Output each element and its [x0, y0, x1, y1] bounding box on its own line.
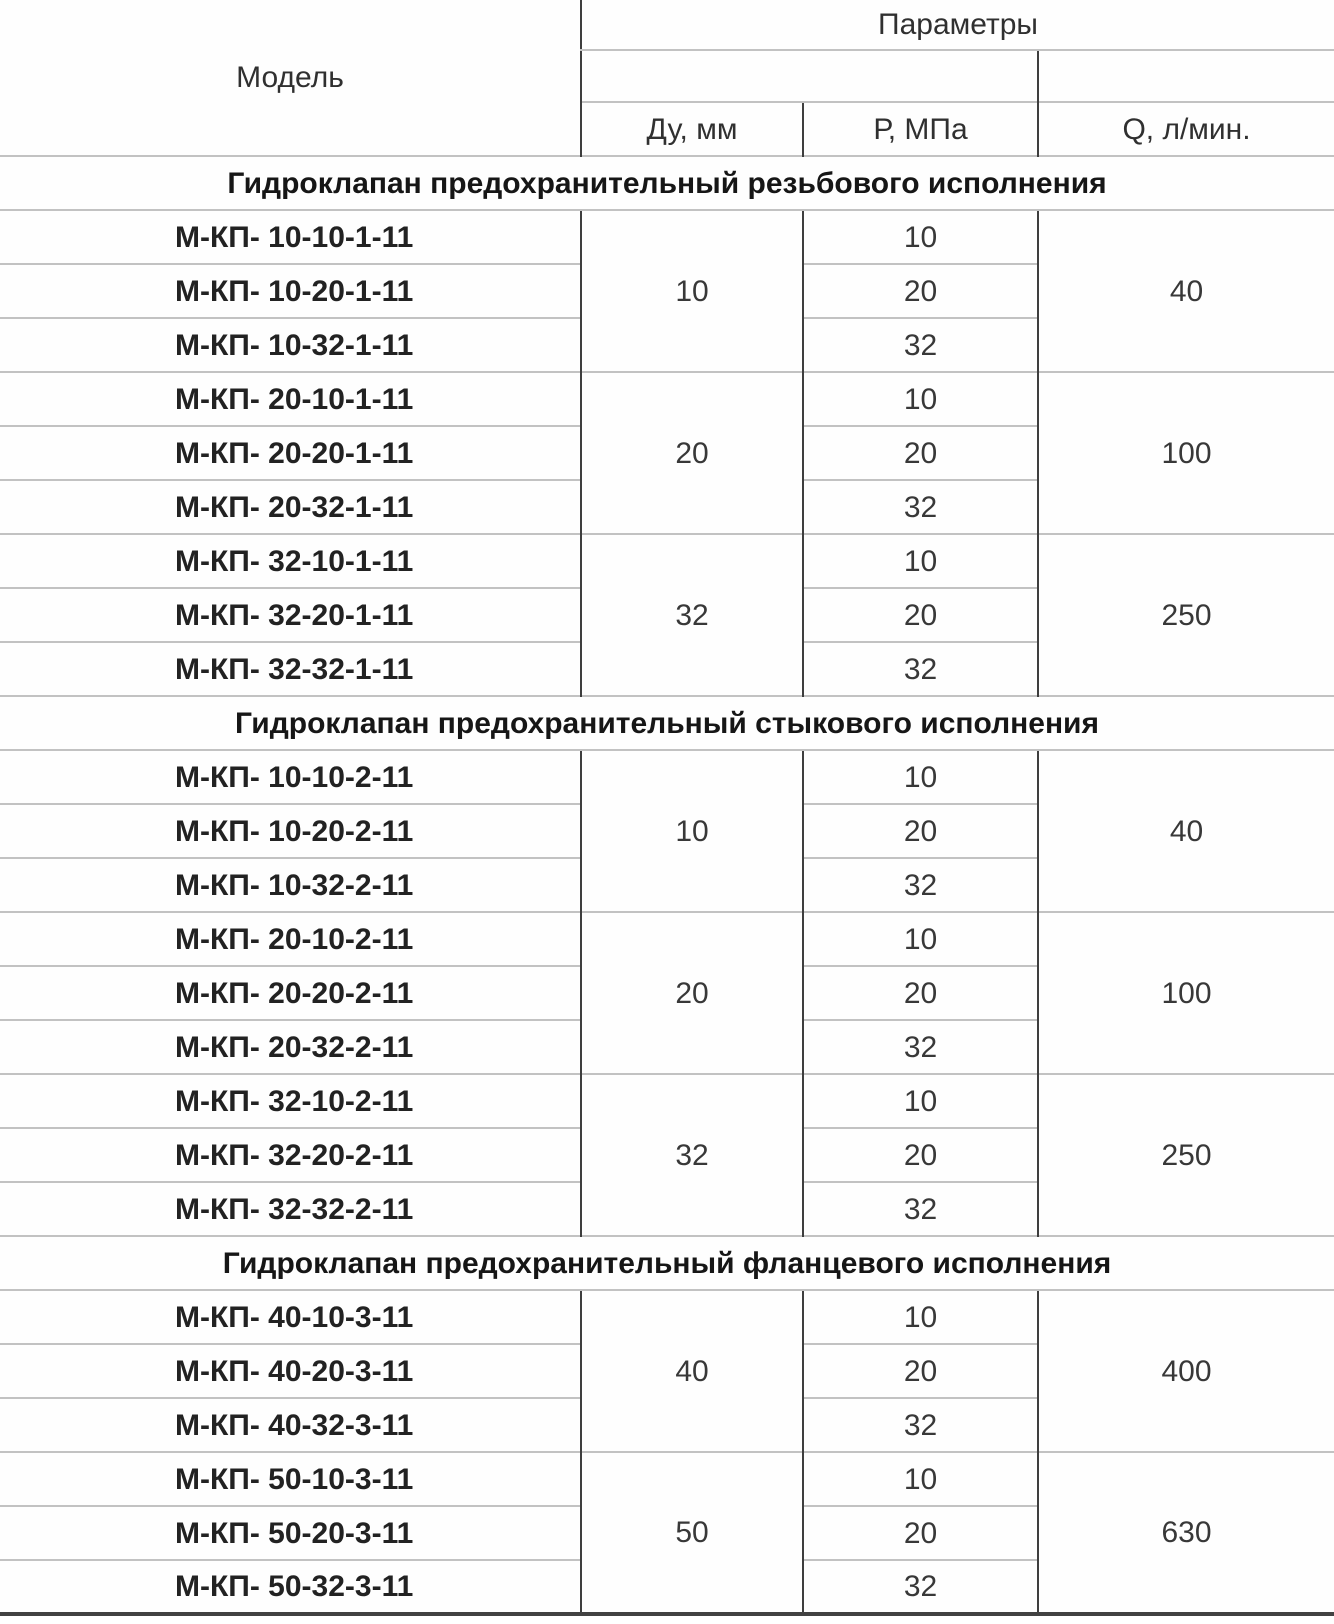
section-title: Гидроклапан предохранительный фланцевого исполнения [0, 1236, 1334, 1290]
p-cell: 20 [803, 588, 1038, 642]
du-cell: 10 [581, 750, 803, 912]
p-cell: 20 [803, 804, 1038, 858]
p-cell: 20 [803, 1344, 1038, 1398]
q-cell: 630 [1038, 1452, 1334, 1614]
p-cell: 32 [803, 1182, 1038, 1236]
p-cell: 32 [803, 1560, 1038, 1614]
q-cell: 40 [1038, 210, 1334, 372]
model-cell: М-КП- 10-32-1-11 [0, 318, 581, 372]
model-cell: М-КП- 50-10-3-11 [0, 1452, 581, 1506]
model-column-header: Модель [236, 61, 344, 94]
p-cell: 20 [803, 426, 1038, 480]
data-row [0, 1290, 1334, 1344]
q-cell: 100 [1038, 372, 1334, 534]
p-cell: 32 [803, 642, 1038, 696]
p-cell: 10 [803, 1074, 1038, 1128]
data-row [0, 210, 1334, 264]
model-cell: М-КП- 40-32-3-11 [0, 1398, 581, 1452]
p-cell: 10 [803, 750, 1038, 804]
p-cell: 32 [803, 1020, 1038, 1074]
model-cell: М-КП- 10-10-2-11 [0, 750, 581, 804]
q-cell: 100 [1038, 912, 1334, 1074]
section-title-row [0, 1236, 1334, 1290]
p-cell: 32 [803, 858, 1038, 912]
section-title: Гидроклапан предохранительный резьбового исполнения [0, 156, 1334, 210]
p-cell: 20 [803, 1506, 1038, 1560]
p-cell: 10 [803, 1290, 1038, 1344]
table-header [0, 0, 1334, 156]
p-cell: 10 [803, 210, 1038, 264]
model-cell: М-КП- 20-32-2-11 [0, 1020, 581, 1074]
p-cell: 10 [803, 534, 1038, 588]
du-cell: 20 [581, 372, 803, 534]
p-cell: 32 [803, 318, 1038, 372]
model-cell: М-КП- 20-20-1-11 [0, 426, 581, 480]
q-cell: 400 [1038, 1290, 1334, 1452]
model-cell: М-КП- 10-10-1-11 [0, 210, 581, 264]
model-cell: М-КП- 32-10-1-11 [0, 534, 581, 588]
model-cell: М-КП- 10-32-2-11 [0, 858, 581, 912]
data-row [0, 1074, 1334, 1128]
p-cell: 10 [803, 1452, 1038, 1506]
model-cell: М-КП- 32-10-2-11 [0, 1074, 581, 1128]
q-cell: 250 [1038, 1074, 1334, 1236]
p-cell: 20 [803, 1128, 1038, 1182]
model-cell: М-КП- 10-20-2-11 [0, 804, 581, 858]
section-title-row [0, 696, 1334, 750]
model-cell: М-КП- 40-10-3-11 [0, 1290, 581, 1344]
du-cell: 32 [581, 534, 803, 696]
p-cell: 10 [803, 912, 1038, 966]
du-cell: 10 [581, 210, 803, 372]
model-cell: М-КП- 20-20-2-11 [0, 966, 581, 1020]
data-row [0, 372, 1334, 426]
model-cell: М-КП- 20-32-1-11 [0, 480, 581, 534]
du-cell: 40 [581, 1290, 803, 1452]
model-cell: М-КП- 32-20-1-11 [0, 588, 581, 642]
header-spacer-left-cell [581, 50, 1038, 102]
du-cell: 32 [581, 1074, 803, 1236]
p-cell: 20 [803, 264, 1038, 318]
table-body [0, 156, 1334, 1614]
data-row [0, 534, 1334, 588]
p-column-header: Р, МПа [803, 102, 1038, 156]
data-row [0, 1452, 1334, 1506]
p-cell: 32 [803, 1398, 1038, 1452]
du-cell: 20 [581, 912, 803, 1074]
model-cell: М-КП- 32-32-1-11 [0, 642, 581, 696]
model-cell: М-КП- 50-32-3-11 [0, 1560, 581, 1614]
du-column-header: Ду, мм [581, 102, 803, 156]
header-row-top [0, 0, 1334, 50]
model-cell: М-КП- 20-10-1-11 [0, 372, 581, 426]
q-cell: 40 [1038, 750, 1334, 912]
p-cell: 20 [803, 966, 1038, 1020]
model-cell: М-КП- 20-10-2-11 [0, 912, 581, 966]
model-cell: М-КП- 32-32-2-11 [0, 1182, 581, 1236]
header-spacer-right-cell [1038, 50, 1334, 102]
p-cell: 32 [803, 480, 1038, 534]
model-cell: М-КП- 40-20-3-11 [0, 1344, 581, 1398]
model-cell: М-КП- 50-20-3-11 [0, 1506, 581, 1560]
p-cell: 10 [803, 372, 1038, 426]
q-cell: 250 [1038, 534, 1334, 696]
q-column-header: Q, л/мин. [1038, 102, 1334, 156]
model-cell: М-КП- 10-20-1-11 [0, 264, 581, 318]
model-cell: М-КП- 32-20-2-11 [0, 1128, 581, 1182]
data-row [0, 750, 1334, 804]
section-title: Гидроклапан предохранительный стыкового исполнения [0, 696, 1334, 750]
data-row [0, 912, 1334, 966]
du-cell: 50 [581, 1452, 803, 1614]
params-group-header: Параметры [581, 0, 1334, 50]
section-title-row [0, 156, 1334, 210]
